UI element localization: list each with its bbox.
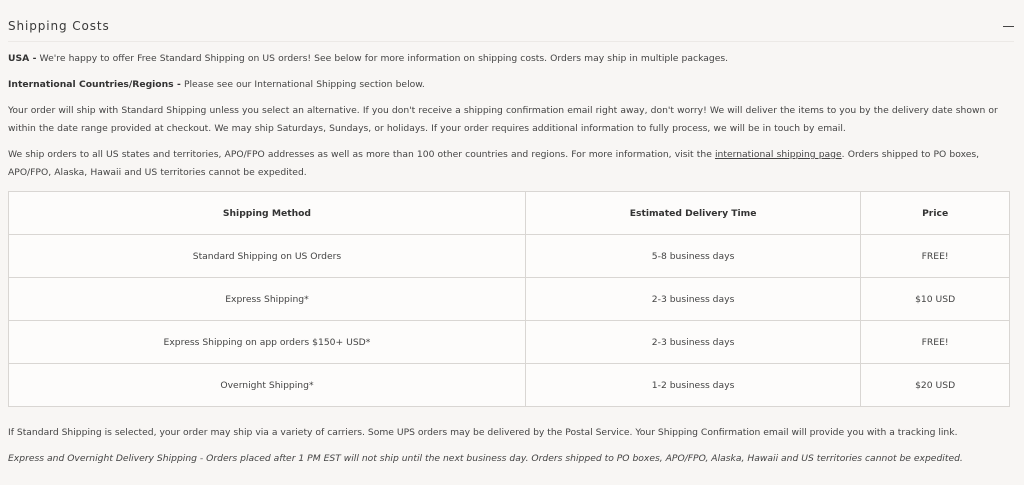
- row-price: FREE!: [861, 321, 1010, 364]
- international-text: Please see our International Shipping section below.: [180, 79, 425, 90]
- table-row: [9, 321, 1010, 364]
- usa-label: USA -: [8, 53, 37, 64]
- row-delivery-time: 2-3 business days: [525, 278, 860, 321]
- carriers-footnote: If Standard Shipping is selected, your order may ship via a variety of carriers. Some UPS orders may be delivered by the Postal Service. Your Shipping Confirmation email will provide you with a tracking link.: [8, 427, 958, 438]
- row-method: Overnight Shipping*: [9, 364, 526, 407]
- header-divider: [8, 41, 1014, 42]
- row-price: $10 USD: [861, 278, 1010, 321]
- usa-text: We're happy to offer Free Standard Shipping on US orders! See below for more information on shipping costs. Orders may ship in multiple packages.: [36, 53, 729, 64]
- row-delivery-time: 2-3 business days: [525, 321, 860, 364]
- row-delivery-time: 5-8 business days: [525, 235, 860, 278]
- international-paragraph: [8, 76, 1012, 94]
- accordion-header[interactable]: [8, 14, 1014, 38]
- row-method: Express Shipping*: [9, 278, 526, 321]
- accordion-content: [8, 50, 1012, 407]
- express-footnote: Express and Overnight Delivery Shipping - Orders placed after 1 PM EST will not ship until the next business day. Orders shipped to PO boxes, APO/FPO, Alaska, Hawaii and US territories cannot be expedited.: [8, 453, 963, 464]
- usa-paragraph: [8, 50, 1012, 68]
- shipping-destinations-paragraph: [8, 146, 1012, 182]
- table-row: [9, 278, 1010, 321]
- row-method: Express Shipping on app orders $150+ USD*: [9, 321, 526, 364]
- international-shipping-link[interactable]: international shipping page: [714, 149, 842, 160]
- header-price: Price: [861, 192, 1010, 235]
- collapse-button[interactable]: [992, 16, 1014, 36]
- row-method: Standard Shipping on US Orders: [9, 235, 526, 278]
- header-delivery-time: Estimated Delivery Time: [525, 192, 860, 235]
- row-price: FREE!: [861, 235, 1010, 278]
- minus-icon: [1003, 26, 1014, 27]
- international-label: International Countries/Regions -: [8, 79, 181, 90]
- destinations-text-after: . Orders shipped to PO boxes, APO/FPO, Alaska, Hawaii and US territories cannot be expedited.: [8, 149, 980, 178]
- shipping-rates-table: [8, 191, 1010, 407]
- section-title: Shipping Costs: [8, 19, 110, 33]
- table-row: [9, 364, 1010, 407]
- row-price: $20 USD: [861, 364, 1010, 407]
- row-delivery-time: 1-2 business days: [525, 364, 860, 407]
- table-row: [9, 235, 1010, 278]
- header-shipping-method: Shipping Method: [9, 192, 526, 235]
- table-header-row: [9, 192, 1010, 235]
- destinations-text-before: We ship orders to all US states and territories, APO/FPO addresses as well as more than 100 other countries and regions. For more information, visit the: [8, 149, 715, 160]
- standard-shipping-paragraph: Your order will ship with Standard Shipping unless you select an alternative. If you don't receive a shipping confirmation email right away, don't worry! We will deliver the items to you by the delivery date shown or within the date range provided at checkout. We may ship Saturdays, Sundays, or holidays. If your order requires additional information to fully process, we will be in touch by email.: [8, 105, 998, 134]
